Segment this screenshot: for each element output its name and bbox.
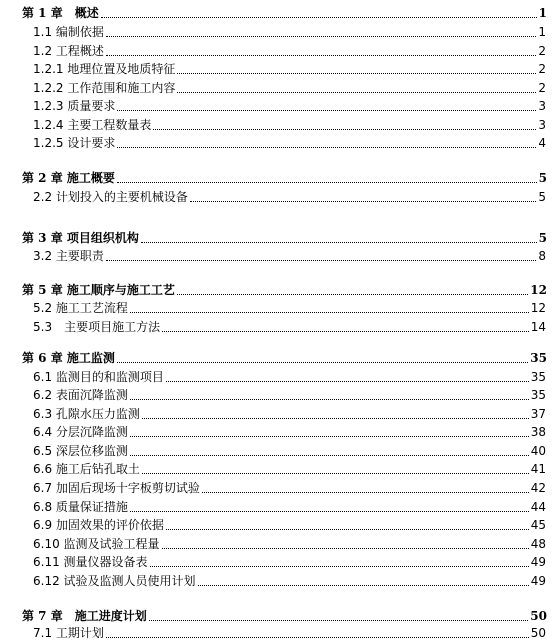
toc-chapter-entry[interactable] xyxy=(0,605,559,623)
toc-entry-title: 第 1 章 概述 xyxy=(22,6,99,20)
toc-section-entry[interactable] xyxy=(0,440,559,458)
toc-chapter-entry[interactable] xyxy=(0,2,559,20)
toc-section-entry[interactable] xyxy=(0,132,559,150)
toc-section-entry[interactable] xyxy=(0,384,559,402)
toc-section-entry[interactable] xyxy=(0,114,559,132)
dot-leader xyxy=(117,181,537,183)
toc-entry-title: 1.2.1 地理位置及地质特征 xyxy=(33,62,176,76)
toc-section-entry[interactable] xyxy=(0,496,559,514)
toc-entry-title: 6.4 分层沉降监测 xyxy=(33,425,128,439)
dot-leader xyxy=(153,128,536,130)
toc-entry-title: 1.2.4 主要工程数量表 xyxy=(33,118,152,132)
dot-leader xyxy=(162,330,529,332)
toc-entry-title: 6.6 施工后钻孔取土 xyxy=(33,462,140,476)
dot-leader xyxy=(130,510,529,512)
toc-entry-page-number: 48 xyxy=(530,537,546,551)
toc-entry-title: 1.1 编制依据 xyxy=(33,25,104,39)
dot-leader xyxy=(198,584,529,586)
toc-section-entry[interactable] xyxy=(0,622,559,640)
toc-entry-page-number: 41 xyxy=(530,462,546,476)
toc-entry-page-number: 8 xyxy=(538,249,546,263)
toc-entry-title: 5.2 施工工艺流程 xyxy=(33,301,128,315)
toc-entry-page-number: 2 xyxy=(538,81,546,95)
toc-entry-title: 1.2.3 质量要求 xyxy=(33,99,116,113)
toc-section-entry[interactable] xyxy=(0,58,559,76)
toc-chapter-entry[interactable] xyxy=(0,347,559,365)
dot-leader xyxy=(177,293,528,295)
toc-section-entry[interactable] xyxy=(0,316,559,334)
toc-entry-page-number: 44 xyxy=(530,500,546,514)
dot-leader xyxy=(141,241,537,243)
toc-entry-page-number: 1 xyxy=(538,6,547,20)
toc-entry-title: 1.2 工程概述 xyxy=(33,44,104,58)
toc-entry-page-number: 42 xyxy=(530,481,546,495)
dot-leader xyxy=(162,547,529,549)
toc-entry-page-number: 3 xyxy=(538,118,546,132)
toc-entry-title: 6.1 监测目的和监测项目 xyxy=(33,370,164,384)
toc-section-entry[interactable] xyxy=(0,40,559,58)
dot-leader xyxy=(177,91,536,93)
toc-entry-page-number: 5 xyxy=(538,190,546,204)
toc-entry-page-number: 35 xyxy=(530,370,546,384)
toc-entry-page-number: 38 xyxy=(530,425,546,439)
toc-chapter-entry[interactable] xyxy=(0,167,559,185)
dot-leader xyxy=(106,35,536,37)
toc-entry-page-number: 45 xyxy=(530,518,546,532)
dot-leader xyxy=(130,398,529,400)
toc-entry-title: 第 6 章 施工监测 xyxy=(22,351,115,365)
toc-chapter-entry[interactable] xyxy=(0,279,559,297)
toc-entry-title: 6.8 质量保证措施 xyxy=(33,500,128,514)
toc-entry-page-number: 4 xyxy=(538,136,546,150)
toc-section-entry[interactable] xyxy=(0,421,559,439)
toc-entry-page-number: 1 xyxy=(538,25,546,39)
toc-section-entry[interactable] xyxy=(0,77,559,95)
dot-leader xyxy=(142,472,529,474)
dot-leader xyxy=(150,565,529,567)
toc-entry-page-number: 49 xyxy=(530,555,546,569)
toc-entry-page-number: 14 xyxy=(530,320,546,334)
dot-leader xyxy=(106,259,536,261)
dot-leader xyxy=(142,417,529,419)
dot-leader xyxy=(130,454,529,456)
toc-entry-title: 第 5 章 施工顺序与施工工艺 xyxy=(22,283,175,297)
toc-entry-page-number: 49 xyxy=(530,574,546,588)
toc-section-entry[interactable] xyxy=(0,570,559,588)
toc-section-entry[interactable] xyxy=(0,533,559,551)
toc-section-entry[interactable] xyxy=(0,551,559,569)
toc-entry-title: 3.2 主要职责 xyxy=(33,249,104,263)
toc-entry-page-number: 12 xyxy=(530,283,547,297)
toc-entry-title: 7.1 工期计划 xyxy=(33,626,104,640)
toc-entry-page-number: 12 xyxy=(530,301,546,315)
toc-entry-page-number: 5 xyxy=(538,231,547,245)
toc-entry-title: 第 7 章 施工进度计划 xyxy=(22,609,147,623)
toc-entry-title: 6.10 监测及试验工程量 xyxy=(33,537,160,551)
toc-entry-page-number: 2 xyxy=(538,62,546,76)
toc-entry-page-number: 2 xyxy=(538,44,546,58)
toc-section-entry[interactable] xyxy=(0,95,559,113)
dot-leader xyxy=(130,435,529,437)
toc-entry-page-number: 5 xyxy=(538,171,547,185)
dot-leader xyxy=(130,311,529,313)
dot-leader xyxy=(166,380,529,382)
toc-section-entry[interactable] xyxy=(0,403,559,421)
toc-section-entry[interactable] xyxy=(0,514,559,532)
dot-leader xyxy=(106,636,529,638)
toc-chapter-entry[interactable] xyxy=(0,227,559,245)
toc-entry-title: 第 2 章 施工概要 xyxy=(22,171,115,185)
dot-leader xyxy=(117,109,536,111)
dot-leader xyxy=(101,16,537,18)
toc-entry-page-number: 3 xyxy=(538,99,546,113)
toc-entry-title: 2.2 计划投入的主要机械设备 xyxy=(33,190,188,204)
toc-entry-title: 第 3 章 项目组织机构 xyxy=(22,231,139,245)
toc-entry-page-number: 35 xyxy=(530,388,546,402)
dot-leader xyxy=(117,146,536,148)
toc-entry-title: 6.5 深层位移监测 xyxy=(33,444,128,458)
toc-section-entry[interactable] xyxy=(0,297,559,315)
toc-section-entry[interactable] xyxy=(0,477,559,495)
dot-leader xyxy=(166,528,529,530)
toc-entry-page-number: 50 xyxy=(530,626,546,640)
toc-entry-title: 1.2.2 工作范围和施工内容 xyxy=(33,81,176,95)
toc-entry-title: 6.2 表面沉降监测 xyxy=(33,388,128,402)
toc-entry-title: 6.7 加固后现场十字板剪切试验 xyxy=(33,481,200,495)
dot-leader xyxy=(149,619,529,621)
toc-entry-page-number: 40 xyxy=(530,444,546,458)
dot-leader xyxy=(117,361,528,363)
toc-section-entry[interactable] xyxy=(0,245,559,263)
toc-entry-page-number: 37 xyxy=(530,407,546,421)
toc-section-entry[interactable] xyxy=(0,458,559,476)
toc-section-entry[interactable] xyxy=(0,366,559,384)
toc-entry-title: 6.3 孔隙水压力监测 xyxy=(33,407,140,421)
dot-leader xyxy=(190,200,536,202)
dot-leader xyxy=(177,72,536,74)
toc-section-entry[interactable] xyxy=(0,21,559,39)
toc-entry-title: 6.12 试验及监测人员使用计划 xyxy=(33,574,196,588)
toc-entry-title: 6.11 测量仪器设备表 xyxy=(33,555,148,569)
toc-entry-title: 5.3 主要项目施工方法 xyxy=(33,320,161,334)
toc-entry-title: 1.2.5 设计要求 xyxy=(33,136,116,150)
dot-leader xyxy=(106,54,536,56)
toc-entry-page-number: 35 xyxy=(530,351,547,365)
toc-entry-title: 6.9 加固效果的评价依据 xyxy=(33,518,164,532)
toc-entry-page-number: 50 xyxy=(530,609,547,623)
toc-section-entry[interactable] xyxy=(0,186,559,204)
dot-leader xyxy=(202,491,529,493)
